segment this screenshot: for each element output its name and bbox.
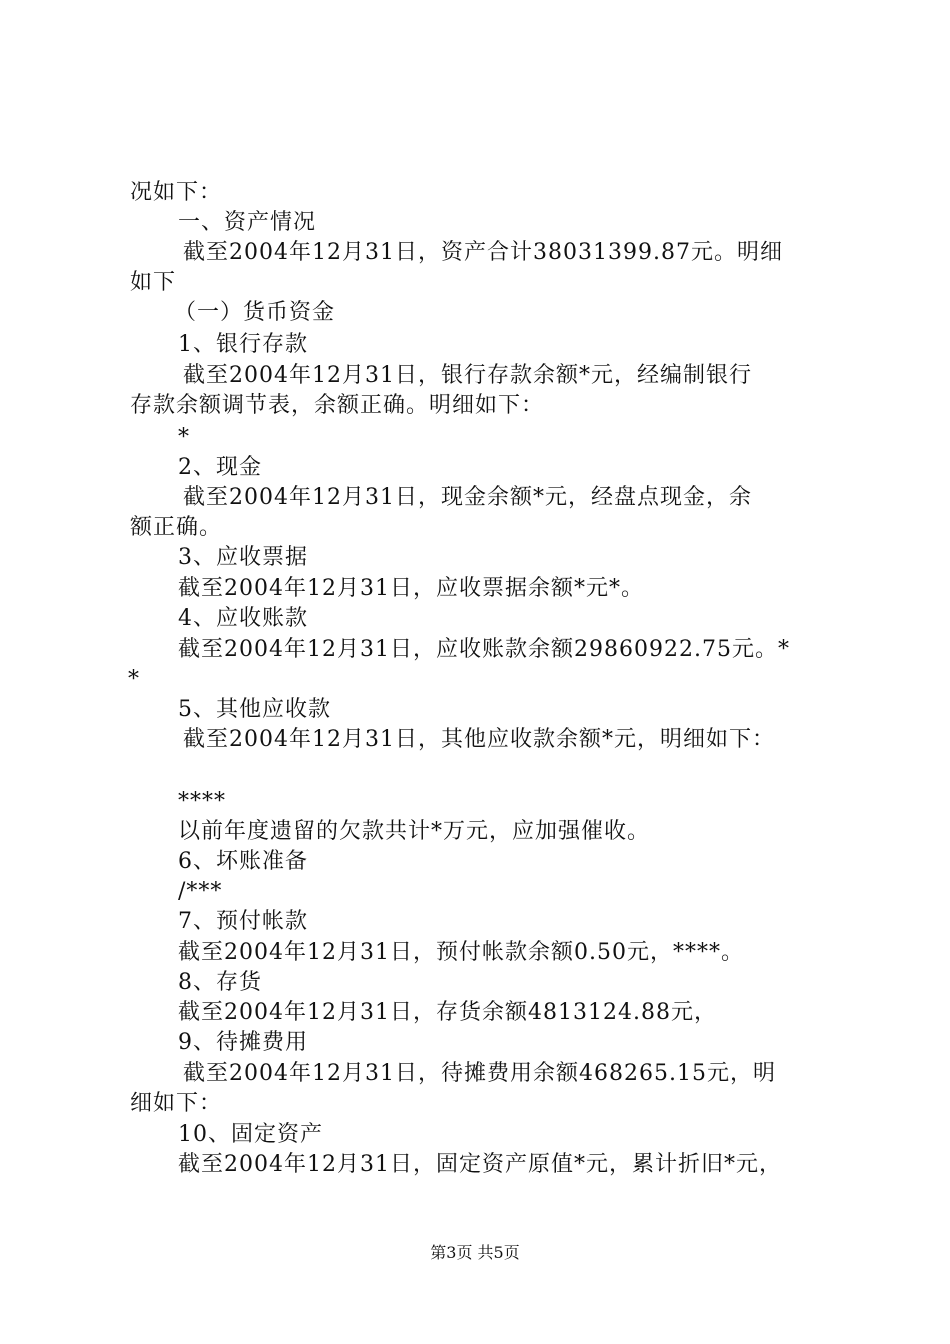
text-line: 截至2004年12月31日，其他应收款余额*元，明细如下： bbox=[183, 727, 775, 752]
item-heading: 9、待摊费用 bbox=[178, 1030, 308, 1055]
item-heading: 1、银行存款 bbox=[178, 332, 308, 357]
text-line: 截至2004年12月31日，应收账款余额29860922.75元。* bbox=[178, 637, 790, 662]
item-heading: 6、坏账准备 bbox=[178, 849, 308, 874]
item-heading: 7、预付帐款 bbox=[178, 909, 308, 934]
item-heading: 2、现金 bbox=[178, 455, 262, 480]
text-line: * bbox=[178, 425, 190, 450]
text-line: **** bbox=[178, 789, 226, 814]
text-line: 额正确。 bbox=[130, 515, 223, 540]
subsection-heading: （一）货币资金 bbox=[174, 300, 336, 325]
text-line: 截至2004年12月31日，固定资产原值*元，累计折旧*元， bbox=[178, 1152, 782, 1177]
item-heading: 4、应收账款 bbox=[178, 606, 308, 631]
text-line: 如下 bbox=[130, 270, 177, 295]
text-line: 截至2004年12月31日，待摊费用余额468265.15元，明 bbox=[183, 1061, 776, 1086]
text-line: 截至2004年12月31日，预付帐款余额0.50元，****。 bbox=[178, 940, 744, 965]
text-line: 存款余额调节表，余额正确。明细如下： bbox=[130, 393, 545, 418]
text-line: 截至2004年12月31日，存货余额4813124.88元， bbox=[178, 1000, 717, 1025]
item-heading: 3、应收票据 bbox=[178, 545, 308, 570]
text-line: 截至2004年12月31日，现金余额*元，经盘点现金，余 bbox=[183, 485, 752, 510]
text-line: 以前年度遗留的欠款共计*万元，应加强催收。 bbox=[178, 819, 651, 844]
text-line: 截至2004年12月31日，银行存款余额*元，经编制银行 bbox=[183, 363, 752, 388]
section-heading: 一、资产情况 bbox=[178, 210, 317, 235]
item-heading: 5、其他应收款 bbox=[178, 697, 331, 722]
item-heading: 10、固定资产 bbox=[178, 1122, 323, 1147]
text-line: /*** bbox=[178, 879, 223, 904]
text-line: 况如下： bbox=[130, 180, 223, 205]
text-line: * bbox=[128, 667, 140, 692]
text-line: 截至2004年12月31日，应收票据余额*元*。 bbox=[178, 576, 644, 601]
text-line: 截至2004年12月31日，资产合计38031399.87元。明细 bbox=[183, 240, 783, 265]
item-heading: 8、存货 bbox=[178, 970, 262, 995]
page-number-footer: 第3页 共5页 bbox=[430, 1243, 520, 1262]
text-line: 细如下： bbox=[130, 1091, 223, 1116]
